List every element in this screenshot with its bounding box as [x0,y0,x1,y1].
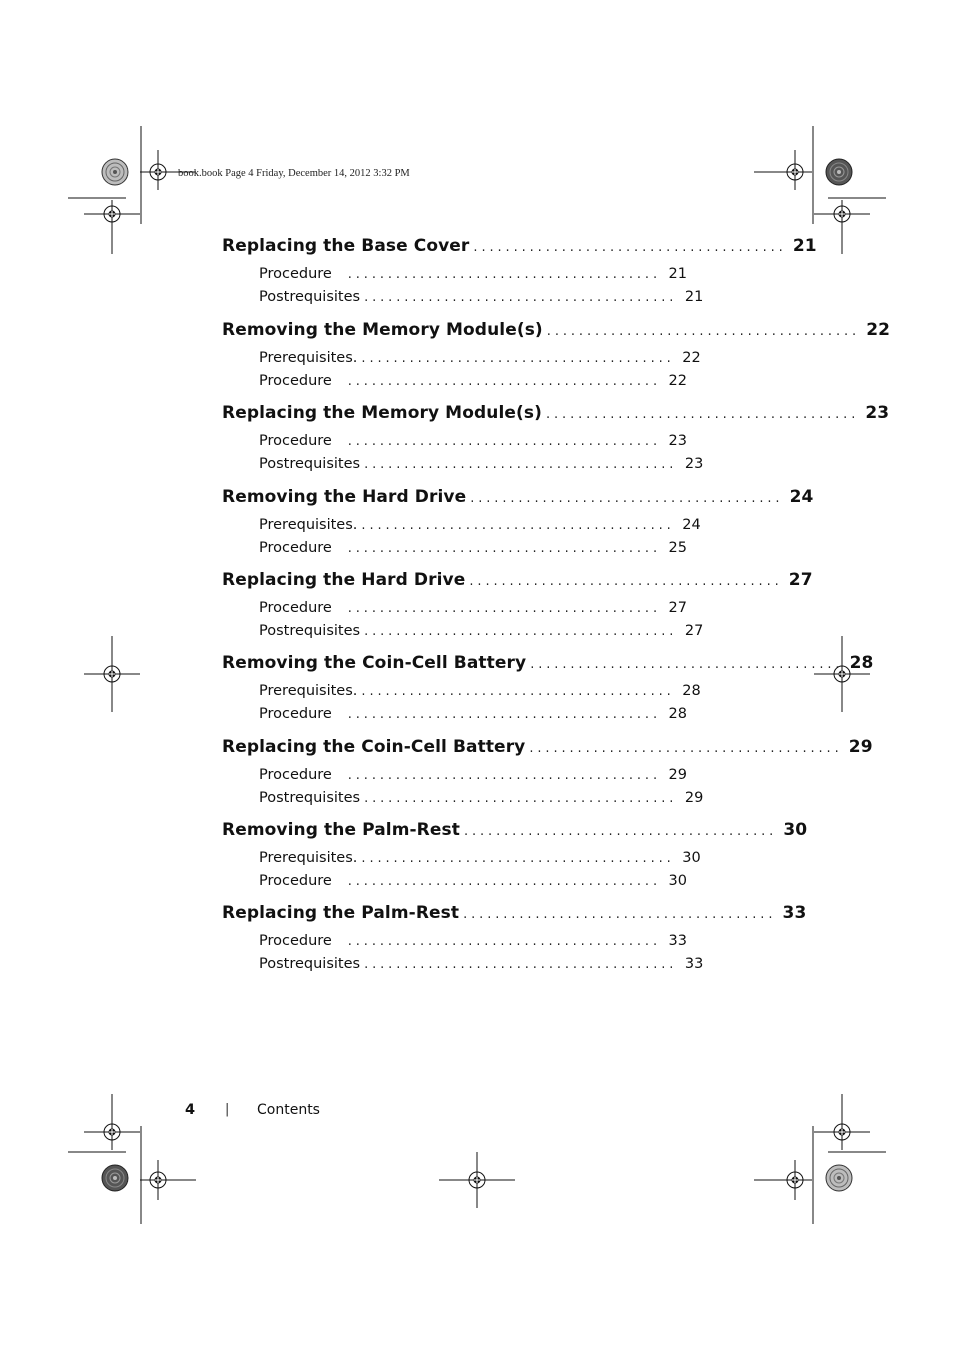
page-number: 4 [185,1102,196,1118]
toc-subentry-page: 29 [684,790,704,806]
dot-leader: ....................................... [463,824,778,839]
toc-subentry-page: 23 [668,433,687,449]
toc-subentry-label: Procedure [259,933,332,949]
dot-leader: ....................................... [364,290,678,305]
dot-leader: ....................................... [347,707,661,722]
toc-subentry-page: 22 [682,350,701,366]
dot-leader: ....................................... [473,240,787,255]
toc-subentry-page: 33 [668,933,687,949]
toc-subentry-label: Procedure [259,540,332,556]
toc-heading-title: Removing the Coin-Cell Battery [222,653,527,673]
toc-heading-title: Replacing the Palm-Rest [222,903,460,923]
toc-subentry-page: 33 [684,956,704,972]
toc-subentry-label: Procedure [259,600,332,616]
toc-subentry-label: Prerequisites. [259,517,358,533]
toc-heading-page: 30 [783,820,808,840]
dot-leader: ....................................... [347,541,661,556]
toc-subentry-page: 25 [668,540,687,556]
dot-leader: ....................................... [470,491,784,506]
color-target-icon [826,1165,852,1191]
toc-subentry-label: Postrequisites [259,289,361,305]
registration-mark [68,1094,140,1152]
toc-heading-page: 22 [866,320,891,340]
dot-leader: ....................................... [347,601,661,616]
toc-subentry-page: 21 [668,266,687,282]
dot-leader: ....................................... [347,434,661,449]
toc-subentry-label: Postrequisites [259,956,361,972]
toc-subentry-label: Postrequisites [259,790,361,806]
print-slug: book.book Page 4 Friday, December 14, 2012 3:32 PM [178,168,410,179]
registration-mark [814,198,886,254]
toc-subentry-page: 23 [684,456,704,472]
toc-heading-title: Replacing the Memory Module(s) [222,403,542,423]
dot-leader: ....................................... [530,657,844,672]
toc-heading-title: Replacing the Coin-Cell Battery [222,737,526,757]
toc-subentry-page: 21 [684,289,704,305]
dot-leader: ....................................... [364,957,678,972]
color-target-icon [826,159,852,185]
registration-mark [754,126,813,224]
registration-mark [814,636,870,712]
registration-mark [84,636,140,712]
toc-subentry-label: Postrequisites [259,623,361,639]
toc-subentry-page: 27 [684,623,704,639]
toc-heading-page: 23 [865,403,890,423]
toc-subentry-page: 28 [668,706,687,722]
toc-subentry-label: Prerequisites. [259,683,358,699]
toc-heading-title: Replacing the Hard Drive [222,570,466,590]
toc-subentry-label: Procedure [259,373,332,389]
toc-subentry-page: 28 [682,683,701,699]
toc-subentry-label: Procedure [259,266,332,282]
dot-leader: ....................................... [347,934,661,949]
toc-heading-page: 24 [789,487,814,507]
dot-leader: ....................................... [347,874,661,889]
dot-leader: ....................................... [364,624,678,639]
toc-subentry-label: Procedure [259,433,332,449]
registration-mark [140,1126,196,1224]
toc-heading-page: 29 [848,737,873,757]
toc-subentry-page: 30 [682,850,701,866]
dot-leader: ....................................... [347,267,661,282]
toc-heading-page: 28 [849,653,874,673]
color-target-icon [102,1165,128,1191]
toc-subentry-label: Prerequisites. [259,350,358,366]
dot-leader: ....................................... [546,324,861,339]
toc-subentry-label: Procedure [259,706,332,722]
toc-heading-page: 33 [782,903,807,923]
registration-mark [140,126,196,224]
registration-mark [754,1126,813,1224]
toc-subentry-page: 27 [668,600,687,616]
toc-subentry-label: Procedure [259,873,332,889]
toc-heading-page: 21 [792,236,817,256]
toc-heading-title: Replacing the Base Cover [222,236,470,256]
toc-heading-title: Removing the Hard Drive [222,487,467,507]
dot-leader: ....................................... [545,407,860,422]
toc-subentry-label: Procedure [259,767,332,783]
toc-subentry-label: Prerequisites. [259,850,358,866]
toc-subentry-page: 22 [668,373,687,389]
dot-leader: ....................................... [347,374,661,389]
toc-heading-page: 27 [788,570,813,590]
registration-mark [439,1152,515,1208]
dot-leader: ....................................... [529,741,843,756]
dot-leader: ....................................... [361,351,675,366]
toc-subentry-label: Postrequisites [259,456,361,472]
dot-leader: ....................................... [469,574,783,589]
footer-section-label: Contents [257,1102,320,1118]
color-target-icon [102,159,128,185]
toc-heading-title: Removing the Memory Module(s) [222,320,543,340]
dot-leader: ....................................... [364,791,678,806]
dot-leader: ....................................... [361,684,675,699]
footer-separator: | [225,1102,230,1117]
toc-subentry-page: 30 [668,873,687,889]
dot-leader: ....................................... [347,768,661,783]
registration-mark [68,198,140,254]
dot-leader: ....................................... [361,851,675,866]
dot-leader: ....................................... [361,518,675,533]
dot-leader: ....................................... [364,457,678,472]
registration-mark [814,1094,886,1152]
toc-heading-title: Removing the Palm-Rest [222,820,460,840]
toc-subentry-page: 29 [668,767,687,783]
dot-leader: ....................................... [463,907,777,922]
toc-subentry-page: 24 [682,517,701,533]
